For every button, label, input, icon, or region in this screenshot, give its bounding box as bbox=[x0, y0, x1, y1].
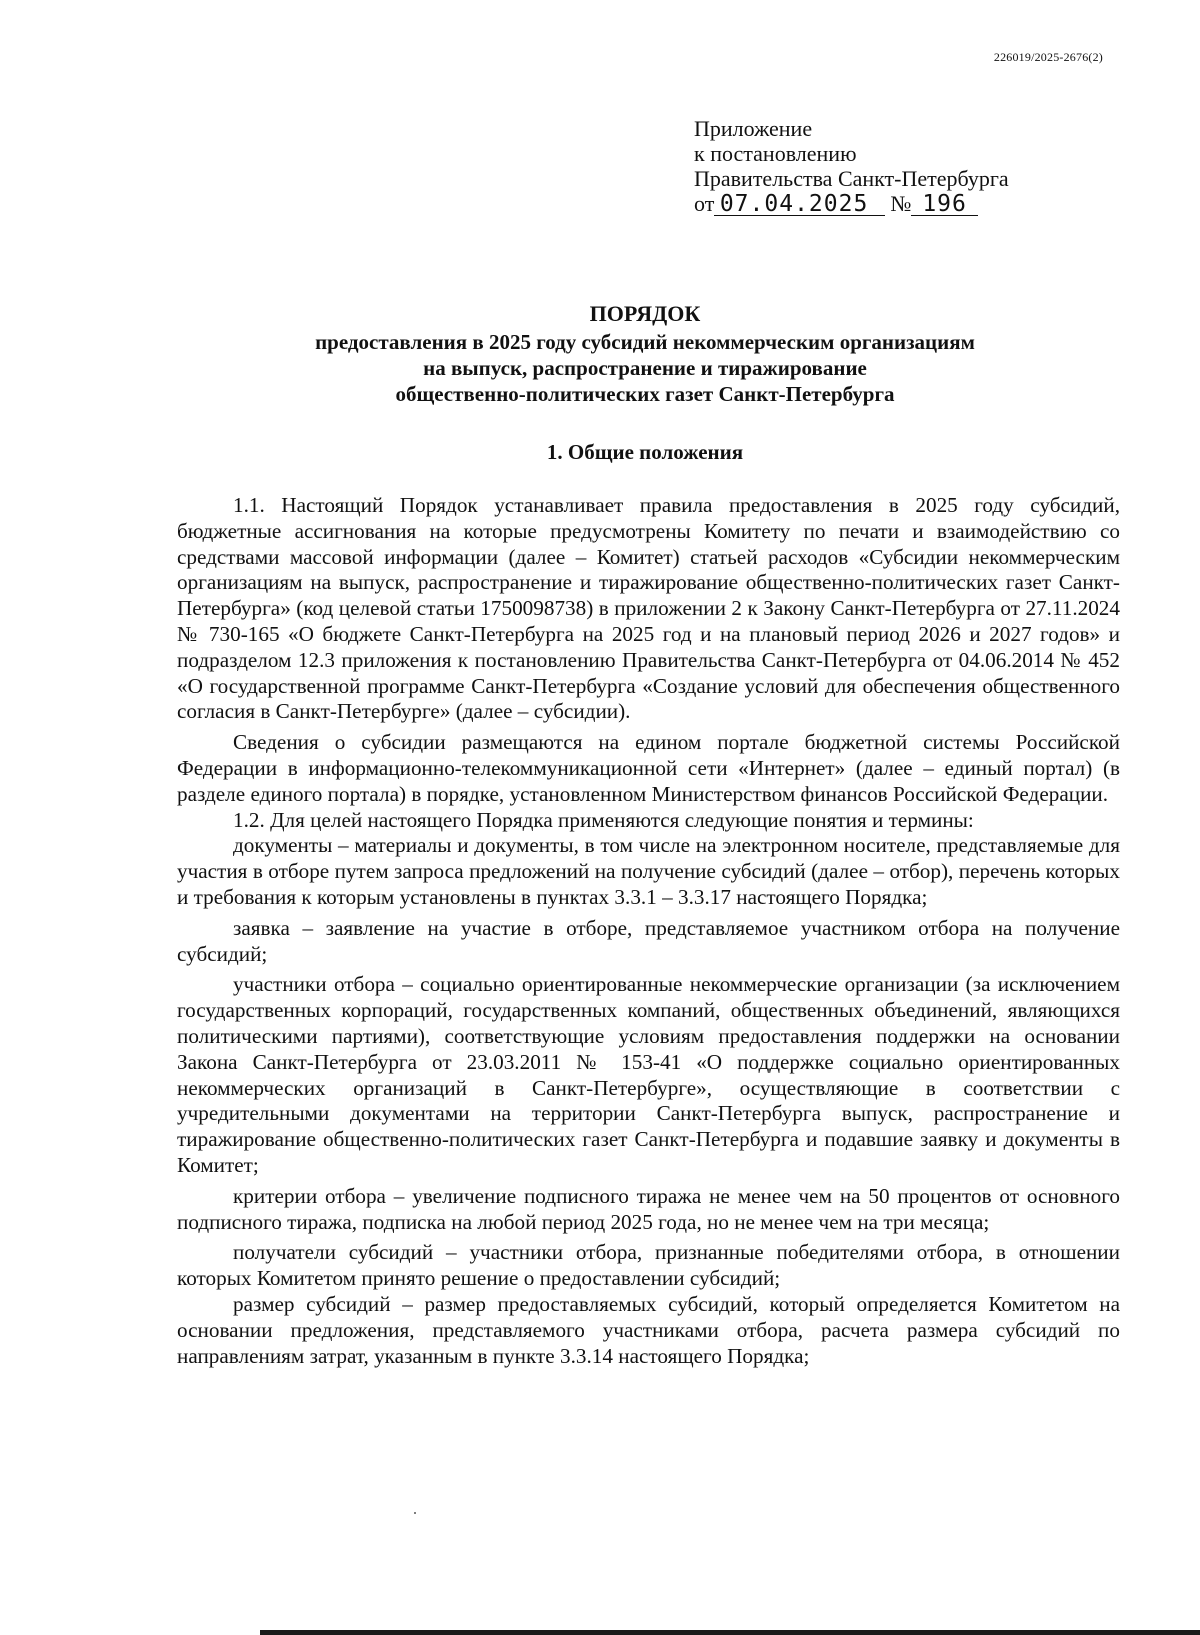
document-registration-number: 226019/2025-2676(2) bbox=[993, 50, 1103, 64]
paragraph-1-1: 1.1. Настоящий Порядок устанавливает правила предоставления в 2025 году субсидий, бюджетные ассигнования на которые предусмотрены Комитету по печати и взаимодействию со средствами массовой информации (далее – Комитет) статьей расходов «Субсидии некоммерческим организациям на выпуск, распространение и тиражирование общественно-политических газет Санкт-Петербурга» (код целевой статьи 1750098738) в приложении 2 к Закону Санкт-Петербурга от 27.11.2024 № 730-165 «О бюджете Санкт-Петербурга на 2025 год и на плановый период 2026 и 2027 годов» и подразделом 12.3 приложения к постановлению Правительства Санкт-Петербурга от 04.06.2014 № 452 «О государственной программе Санкт-Петербурга «Создание условий для обеспечения общественного согласия в Санкт-Петербурге» (далее – субсидии). bbox=[177, 493, 1120, 724]
appendix-line-2: к постановлению bbox=[694, 141, 857, 166]
document-subtitle-line-3: общественно-политических газет Санкт-Петербурга bbox=[395, 382, 895, 406]
paragraph-term-documents: документы – материалы и документы, в том числе на электронном носителе, представляемые для участия в отборе путем запроса предложений на получение субсидий (далее – отбор), перечень которых и требования к которым установлены в пунктах 3.3.1 – 3.3.17 настоящего Порядка; bbox=[177, 833, 1120, 909]
scan-dot bbox=[414, 1512, 416, 1514]
appendix-line-3: Правительства Санкт-Петербурга bbox=[694, 166, 1009, 191]
document-body bbox=[177, 493, 1120, 1369]
paragraph-term-criteria: критерии отбора – увеличение подписного тиража не менее чем на 50 процентов от основного подписного тиража, подписка на любой период 2025 года, но не менее чем на три месяца; bbox=[177, 1183, 1120, 1234]
date-stamp: 07.04.2025 bbox=[719, 191, 869, 217]
document-title-block bbox=[0, 301, 1200, 407]
date-underline bbox=[714, 193, 884, 216]
paragraph-term-application: заявка – заявление на участие в отборе, представляемое участником отбора на получение субсидий; bbox=[177, 915, 1120, 966]
paragraph-1-2: 1.2. Для целей настоящего Порядка применяются следующие понятия и термины: bbox=[233, 807, 974, 832]
number-stamp: 196 bbox=[922, 191, 967, 217]
paragraph-term-recipients: получатели субсидий – участники отбора, признанные победителями отбора, в отношении которых Комитетом принято решение о предоставлении субсидий; bbox=[177, 1240, 1120, 1291]
appendix-block bbox=[694, 116, 1114, 216]
paragraph-term-participants: участники отбора – социально ориентированные некоммерческие организации (за исключением государственных корпораций, государственных компаний, общественных объединений, являющихся политическими партиями), соответствующие условиям предоставления поддержки на основании Закона Санкт-Петербурга от 23.03.2011 № 153-41 «О поддержке социально ориентированных некоммерческих организаций в Санкт-Петербурге», осуществляющие в соответствии с учредительными документами на территории Санкт-Петербурга выпуск, распространение и тиражирование общественно-политических газет Санкт-Петербурга и подавшие заявку и документы в Комитет; bbox=[177, 972, 1120, 1177]
date-prefix: от bbox=[694, 191, 715, 216]
number-prefix: № bbox=[890, 191, 912, 216]
appendix-date-line bbox=[694, 191, 1114, 216]
document-title: ПОРЯДОК bbox=[589, 301, 701, 326]
section-heading: 1. Общие положения bbox=[546, 440, 744, 464]
scan-bottom-edge bbox=[260, 1630, 1200, 1635]
number-underline bbox=[911, 193, 978, 216]
document-subtitle-line-2: на выпуск, распространение и тиражирование bbox=[423, 356, 867, 380]
paragraph-info: Сведения о субсидии размещаются на едином портале бюджетной системы Российской Федерации в информационно-телекоммуникационной сети «Интернет» (далее – единый портал) (в разделе единого портала) в порядке, установленном Министерством финансов Российской Федерации. bbox=[177, 730, 1120, 806]
document-subtitle-line-1: предоставления в 2025 году субсидий некоммерческим организациям bbox=[315, 330, 975, 354]
appendix-line-1: Приложение bbox=[694, 116, 813, 141]
paragraph-term-amount: размер субсидий – размер предоставляемых субсидий, который определяется Комитетом на основании предложения, представляемого участниками отбора, расчета размера субсидий по направлениям затрат, указанным в пункте 3.3.14 настоящего Порядка; bbox=[177, 1291, 1120, 1368]
